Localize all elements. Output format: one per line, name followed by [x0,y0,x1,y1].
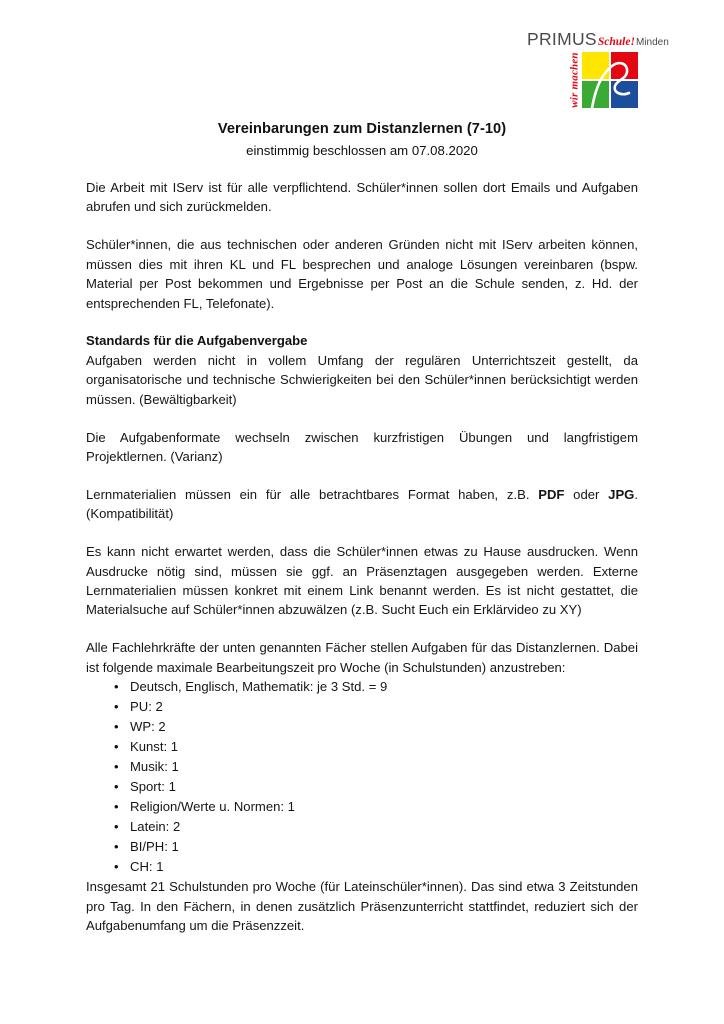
paragraph-subject-intro: Alle Fachlehrkräfte der unten genannten Fächer stellen Aufgaben für das Distanzlernen. Dabei ist folgende maximale Bearbeitungszeit pro Woche (in Schulstunden) anzustreben: [86,640,638,675]
format-jpg-bold: JPG [608,486,635,502]
document-body [86,178,638,954]
list-item: • Musik: 1 [86,757,638,777]
subject-hours-list [86,677,638,877]
list-item: • Latein: 2 [86,817,638,837]
list-item: • Kunst: 1 [86,737,638,757]
format-text-middle: oder [564,486,609,502]
page-title: Vereinbarungen zum Distanzlernen (7-10) [217,121,507,137]
list-item: • Sport: 1 [86,777,638,797]
paragraph-printing-materials: Es kann nicht erwartet werden, dass die Schüler*innen etwas zu Hause ausdrucken. Wenn Ausdrucke nötig sind, müssen sie ggf. an Präsenztagen ausgegeben werden. Externe Lernmaterialien müssen konkret mit einem Link benannt werden. Es ist nicht gestattet, die Materialsuche auf Schüler*innen abzuwälzen (z.B. Sucht Euch ein Erklärvideo zu XY) [86,544,638,618]
paragraph-technical-issues: Schüler*innen, die aus technischen oder anderen Gründen nicht mit IServ arbeiten können, müssen dies mit ihren KL und FL besprechen und analoge Lösungen vereinbaren (bspw. Material per Post bekommen und Ergebnisse per Post an die Schule senden, z. Hd. der entsprechenden FL, Telefonate). [86,237,638,311]
logo-square-red [611,52,638,79]
logo-slogan [568,52,582,108]
list-item: • WP: 2 [86,717,638,737]
paragraph-variance: Die Aufgabenformate wechseln zwischen kurzfristigen Übungen und langfristigem Projektlernen. (Varianz) [86,429,638,464]
section-heading-standards: Standards für die Aufgabenvergabe [86,333,308,349]
logo-minden-text: Minden [635,37,669,48]
list-item: • Deutsch, Englisch, Mathematik: je 3 Std. = 9 [86,677,638,697]
list-item: • BI/PH: 1 [86,837,638,857]
logo-square-green [582,81,609,108]
list-item: • PU: 2 [86,697,638,717]
logo-color-grid [582,52,638,108]
paragraph-iserv-obligation: Die Arbeit mit IServ ist für alle verpflichtend. Schüler*innen sollen dort Emails und Aufgaben abrufen und sich zurückmelden. [86,180,638,215]
format-pdf-bold: PDF [538,486,565,502]
paragraph-workload: Aufgaben werden nicht in vollem Umfang der regulären Unterrichtszeit gestellt, da organisatorische und technische Schwierigkeiten bei den Schüler*innen berücksichtigt werden müssen. (Bewältigbarkeit) [86,352,638,407]
paragraph-file-formats [86,485,638,524]
logo-primus-text: PRIMUS [527,29,597,49]
format-text-before: Lernmaterialien müssen ein für alle betrachtbares Format haben, z.B. [86,486,539,502]
list-item: • Religion/Werte u. Normen: 1 [86,797,638,817]
logo-schule-text: Schule! [597,36,635,48]
logo-square-blue [611,81,638,108]
paragraph-total-hours: Insgesamt 21 Schulstunden pro Woche (für Lateinschüler*innen). Das sind etwa 3 Zeitstunden pro Tag. In den Fächern, in denen zusätzlich Präsenzunterricht stattfindet, reduziert sich der Aufgabenumfang um die Präsenzzeit. [86,879,638,933]
logo-slogan-text: wir machen [569,52,582,108]
list-item: • CH: 1 [86,857,638,877]
logo-wordmark [527,31,669,49]
page-subtitle: einstimmig beschlossen am 07.08.2020 [246,143,478,158]
logo-square-yellow [582,52,609,79]
school-logo [527,29,669,111]
format-text-after: . (Kompatibilität) [86,486,638,522]
